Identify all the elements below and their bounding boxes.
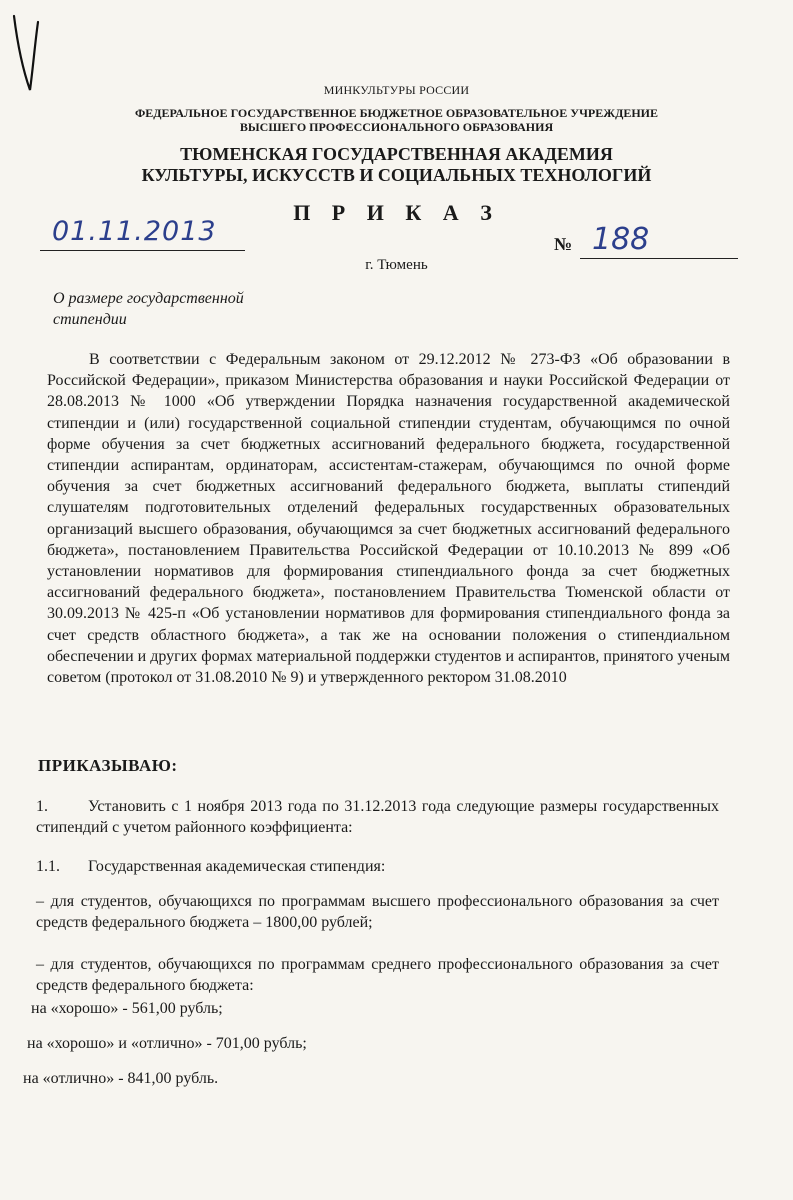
bullet-higher-education: – для студентов, обучающихся по программам высшего профессионального образования за счет средств федерального бюджета – 1800,00 рублей; (36, 893, 719, 931)
academy-line-1: ТЮМЕНСКАЯ ГОСУДАРСТВЕННАЯ АКАДЕМИЯ (180, 144, 613, 164)
institution-name (0, 106, 793, 134)
clause-1-text: Установить с 1 ноября 2013 года по 31.12.2013 года следующие размеры государственных стипендий с учетом районного коэффициента: (36, 798, 719, 836)
order-word: ПРИКАЗЫВАЮ: (38, 756, 178, 775)
clause-1-1 (36, 856, 719, 877)
preamble-paragraph: В соответствии с Федеральным законом от 29.12.2012 № 273-ФЗ «Об образовании в Российской Федерации», приказом Министерства образования и науки Российской Федерации от 28.08.2013 № 1000 «Об утверждении Порядка назначения государственной академической стипендии и (или) государственной социальной стипендии студентам, обучающимся по очной форме обучения за счет бюджетных ассигнований федерального бюджета, государственной стипендии аспирантам, ординаторам, ассистентам-стажерам, обучающимся по очной форме обучения за счет бюджетных ассигнований федерального бюджета, выплаты стипендий слушателям подготовительных отделений федеральных государственных образовательных организаций высшего образования, обучающимся за счет бюджетных ассигнований федерального бюджета», постановлением Правительства Российской Федерации от 10.10.2013 № 899 «Об установлении нормативов для формирования стипендиального фонда за счет бюджетных ассигнований федерального бюджета», постановлением Правительства Тюменской области от 30.09.2013 № 425-п «Об установлении нормативов для формирования стипендиального фонда за счет средств областного бюджета», а так же на основании положения о стипендиальном обеспечении и других формах материальной поддержки студентов и аспирантов, принятого ученым советом (протокол от 31.08.2010 № 9) и утвержденного ректором 31.08.2010 (47, 351, 730, 687)
ministry-name: МИНКУЛЬТУРЫ РОССИИ (323, 83, 470, 97)
handwritten-date: 01.11.2013 (52, 216, 217, 247)
institution-line-2: ВЫСШЕГО ПРОФЕССИОНАЛЬНОГО ОБРАЗОВАНИЯ (239, 120, 554, 134)
rate-good-excellent: на «хорошо» и «отлично» - 701,00 рубль; (27, 1035, 307, 1052)
academy-line-2: КУЛЬТУРЫ, ИСКУССТВ И СОЦИАЛЬНЫХ ТЕХНОЛОГИЙ (141, 165, 652, 185)
academy-name (0, 144, 793, 186)
rate-good: на «хорошо» - 561,00 рубль; (31, 1000, 223, 1017)
subject-line-2: стипендии (53, 311, 127, 328)
clause-1-number: 1. (36, 798, 48, 815)
subject-line-1: О размере государственной (53, 290, 244, 307)
date-field (40, 214, 245, 251)
number-field (580, 222, 738, 259)
order-subject (53, 288, 244, 330)
number-label: № (554, 234, 573, 254)
institution-line-1: ФЕДЕРАЛЬНОЕ ГОСУДАРСТВЕННОЕ БЮДЖЕТНОЕ ОБРАЗОВАТЕЛЬНОЕ УЧРЕЖДЕНИЕ (134, 106, 659, 120)
clause-1-1-text: Государственная академическая стипендия: (88, 858, 386, 875)
clause-1 (36, 796, 719, 838)
document-type-title: П Р И К А З (293, 200, 500, 225)
clause-1-1-number: 1.1. (36, 858, 60, 875)
city: г. Тюмень (365, 257, 428, 273)
handwritten-number: 188 (592, 222, 650, 257)
bullet-secondary-education: – для студентов, обучающихся по программам среднего профессионального образования за счет средств федерального бюджета: (36, 956, 719, 994)
rate-excellent: на «отлично» - 841,00 рубль. (23, 1070, 219, 1087)
